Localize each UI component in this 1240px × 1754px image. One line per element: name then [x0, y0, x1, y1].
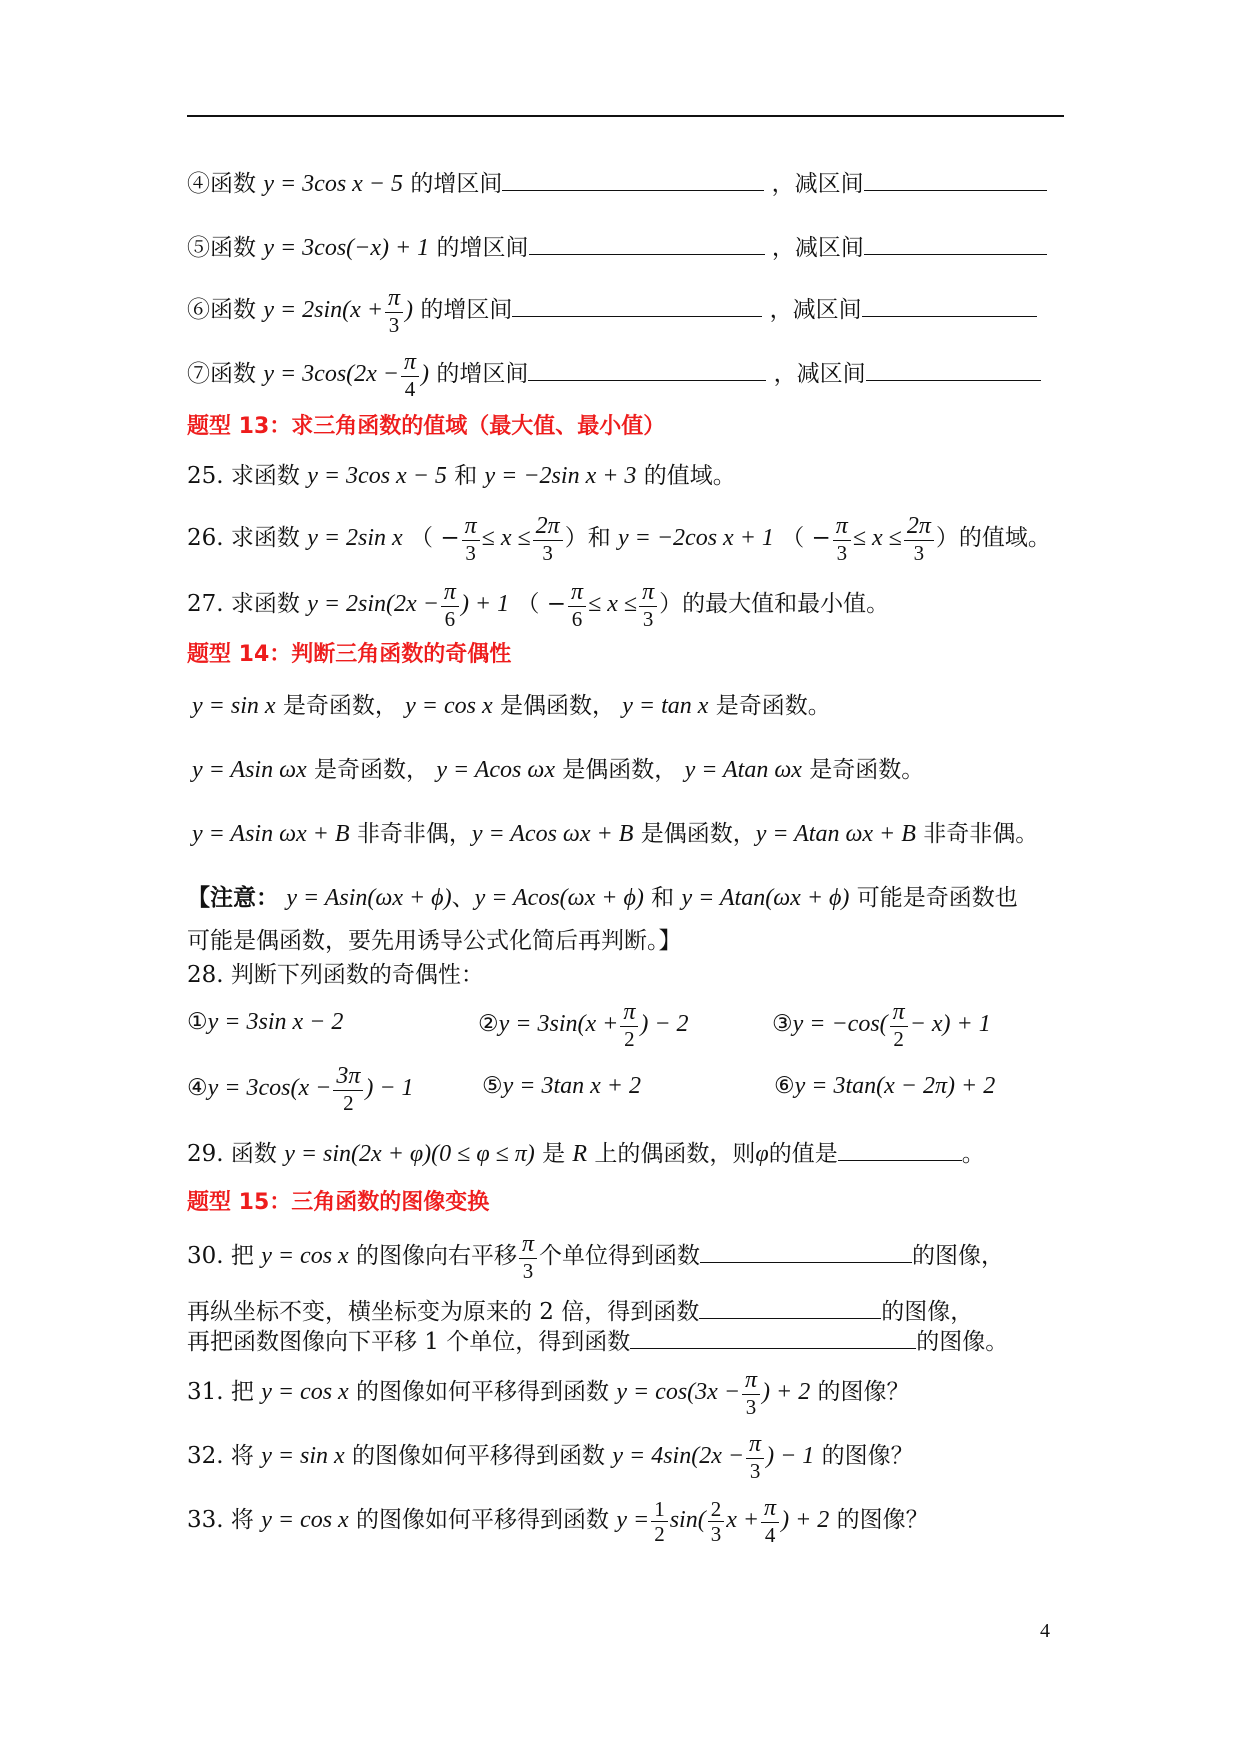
answer-blank-1[interactable] [700, 1242, 912, 1263]
answer-blank-3[interactable] [630, 1328, 916, 1349]
q28-item-1: ①y = 3sin x − 2 [187, 1009, 344, 1035]
item-4: ④函数 y = 3cos x − 5 的增区间 ，减区间 [187, 170, 1047, 196]
note-line-2: 可能是偶函数，要先用诱导公式化简后再判断。】 [187, 928, 682, 954]
increase-interval-blank[interactable] [502, 170, 764, 191]
answer-blank-2[interactable] [699, 1298, 881, 1319]
item-6: ⑥函数 y = 2sin(x + $\frac{\pi}{3}$ ) 的增区间 ，减区间 [187, 286, 1037, 336]
question-25: 25. 求函数 y = 3cos x − 5 和 y = −2sin x + 3 的值域。 [187, 463, 736, 489]
parity-row-1: y = sin x 是奇函数， y = cos x 是偶函数， y = tan x 是奇函数。 [192, 693, 831, 719]
section-heading-14: 题型 14：判断三角函数的奇偶性 [187, 642, 512, 667]
parity-row-3: y = Asin ωx + B 非奇非偶，y = Acos ωx + B 是偶函数，y = Atan ωx + B 非奇非偶。 [192, 821, 1039, 847]
question-30-line-1: 30. 把 y = cos x 的图像向右平移 $\frac{\pi}{3}$ 个单位得到函数 的图像， [187, 1231, 1005, 1284]
question-29: 29. 函数 y = sin(2x + φ)(0 ≤ φ ≤ π) 是 R 上的偶函数，则φ的值是 。 [187, 1141, 985, 1167]
decrease-interval-blank[interactable] [864, 234, 1047, 255]
question-31: 31. 把 y = cos x 的图像如何平移得到函数 y = cos(3x − $\frac{\pi}{3}$ ) + 2 的图像？ [187, 1367, 910, 1420]
item-7: ⑦函数 y = 3cos(2x − $\frac{\pi}{4}$ ) 的增区间 ，减区间 [187, 350, 1041, 400]
increase-interval-blank[interactable] [529, 234, 765, 255]
fraction: $\frac{\pi}{3}$ [385, 286, 403, 336]
q28-item-2: ②y = 3sin(x + $\frac{\pi}{2}$ ) − 2 [478, 999, 689, 1052]
question-27: 27. 求函数 y = 2sin(2x − $\frac{\pi}{6}$ ) + 1 （ − $\frac{\pi}{6}$ ≤ x ≤ $\frac{\pi}{3}$ ）的最大值和最小值。 [187, 579, 890, 632]
q28-item-4: ④y = 3cos(x − $\frac{3\pi}{2}$ ) − 1 [187, 1063, 414, 1116]
question-26: 26. 求函数 y = 2sin x （ − $\frac{\pi}{3}$ ≤ x ≤ $\frac{2\pi}{3}$ ）和 y = −2cos x + 1 （ − $\frac{\pi}{3}$ ≤ x ≤ $\frac{2\pi}{3}$ ）的值域。 [187, 513, 1051, 566]
q28-item-5: ⑤y = 3tan x + 2 [482, 1073, 641, 1099]
q28-item-3: ③y = −cos( $\frac{\pi}{2}$ − x) + 1 [772, 999, 991, 1052]
q28-item-6: ⑥y = 3tan(x − 2π) + 2 [774, 1073, 996, 1099]
question-28-title: 28. 判断下列函数的奇偶性： [187, 962, 484, 988]
item-5: ⑤函数 y = 3cos(−x) + 1 的增区间 ，减区间 [187, 234, 1047, 260]
question-33: 33. 将 y = cos x 的图像如何平移得到函数 y = $\frac{1}{2}$ sin( $\frac{2}{3}$ x + $\frac{\pi}{4}$ ) + 2 的图像？ [187, 1495, 929, 1548]
note-line-1: 【注意： y = Asin(ωx + ϕ)、y = Acos(ωx + ϕ) 和 y = Atan(ωx + ϕ) 可能是奇函数也 [187, 885, 1018, 911]
header-rule [187, 115, 1064, 117]
fraction: $\frac{\pi}{4}$ [401, 350, 419, 400]
decrease-interval-blank[interactable] [864, 170, 1047, 191]
page-number: 4 [1040, 1620, 1050, 1642]
question-32: 32. 将 y = sin x 的图像如何平移得到函数 y = 4sin(2x − $\frac{\pi}{3}$ ) − 1 的图像？ [187, 1431, 914, 1484]
formula: y = 3cos x − 5 [263, 171, 403, 197]
question-30-line-3: 再把函数图像向下平移 1 个单位，得到函数 的图像。 [187, 1329, 1009, 1355]
formula: y = 3cos(−x) + 1 [263, 235, 430, 261]
question-30-line-2: 再纵坐标不变，横坐标变为原来的 2 倍，得到函数 的图像， [187, 1299, 974, 1325]
increase-interval-blank[interactable] [512, 296, 762, 317]
decrease-interval-blank[interactable] [866, 360, 1041, 381]
section-heading-13: 题型 13：求三角函数的值域（最大值、最小值） [187, 414, 666, 439]
section-heading-15: 题型 15：三角函数的图像变换 [187, 1190, 490, 1215]
increase-interval-blank[interactable] [528, 360, 766, 381]
decrease-interval-blank[interactable] [862, 296, 1037, 317]
answer-blank[interactable] [838, 1140, 962, 1161]
parity-row-2: y = Asin ωx 是奇函数， y = Acos ωx 是偶函数， y = Atan ωx 是奇函数。 [192, 757, 925, 783]
